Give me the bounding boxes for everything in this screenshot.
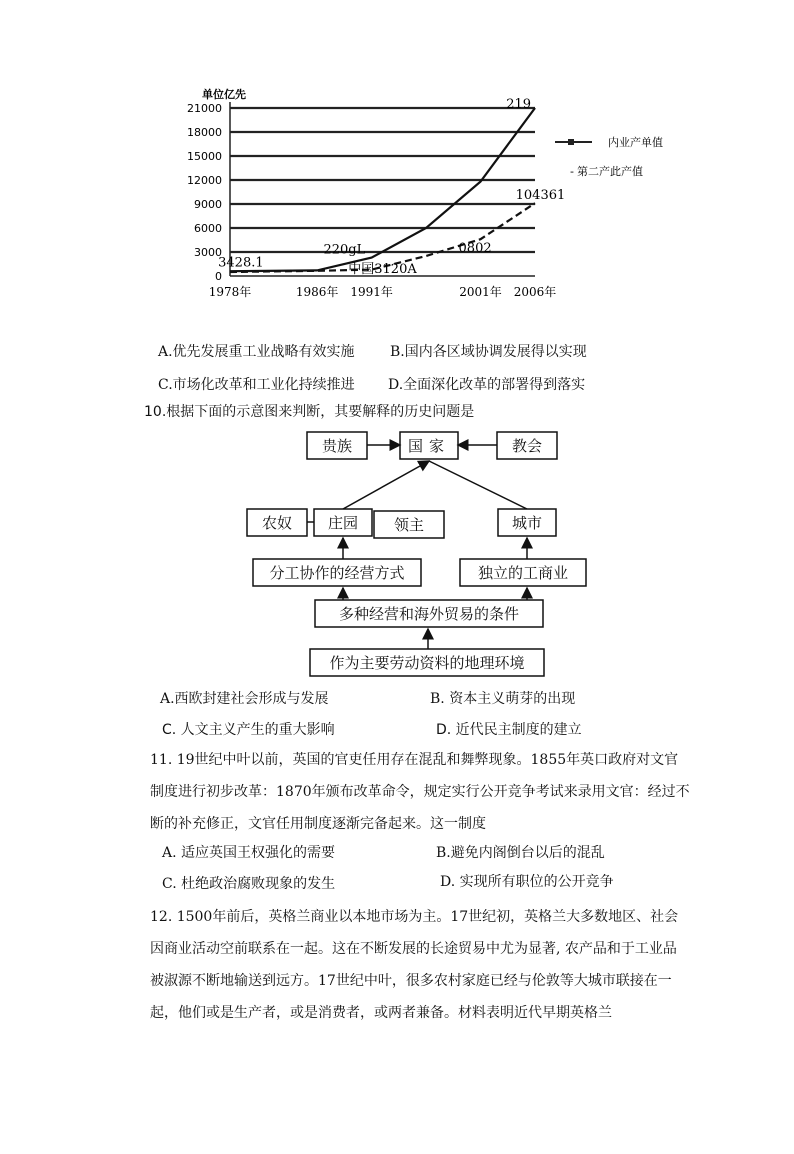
q9-option-a[interactable]: A.优先发展重工业战略有效实施 — [158, 344, 355, 360]
x-tick-label: 1978年 — [208, 285, 252, 299]
data-label: 219 — [506, 97, 532, 112]
box-dili: 作为主要劳动资料的地理环境 — [329, 654, 525, 672]
y-tick-label: 3000 — [194, 246, 222, 259]
q11-stem: 11. 19世纪中叶以前，英国的官吏任用存在混乱和舞弊现象。1855年英口政府对文官制度进行初步改革：1870年颁布改革命令，规定实行公开竞争考试来录用文官：经过不断的补充修正，文官任用制度逐渐完备起来。这一制度 — [150, 752, 690, 832]
q11-option-a[interactable]: A. 适应英国王权强化的需要 — [162, 845, 336, 861]
q11-option-b[interactable]: B.避免内阁倒台以后的混乱 — [436, 845, 605, 861]
chart-legend — [555, 135, 663, 178]
x-tick-label: 1986年 — [295, 285, 339, 299]
y-tick-label: 21000 — [187, 102, 222, 115]
y-tick-label: 0 — [215, 270, 222, 283]
box-jiaohui: 教会 — [511, 437, 543, 455]
data-label: 中国3120A — [348, 261, 417, 277]
q10-option-b[interactable]: B. 资本主义萌芽的出现 — [430, 691, 576, 707]
x-tick-label: 2006年 — [513, 285, 557, 299]
y-tick-label: 12000 — [187, 174, 222, 187]
y-tick-label: 15000 — [187, 150, 222, 163]
svg-text:-: - — [570, 165, 574, 178]
y-tick-label: 6000 — [194, 222, 222, 235]
q9-option-b[interactable]: B.国内各区域协调发展得以实现 — [390, 344, 587, 360]
chart-grid — [230, 108, 535, 252]
box-duozhong: 多种经营和海外贸易的条件 — [338, 605, 520, 623]
y-tick-label: 18000 — [187, 126, 222, 139]
box-lingzhu: 领主 — [393, 516, 425, 534]
data-label: 104361 — [515, 188, 566, 204]
q11-option-d[interactable]: D. 实现所有职位的公开竞争 — [440, 874, 614, 890]
legend-item-series-1: 内业产单值 — [608, 136, 663, 149]
box-fengong: 分工协作的经营方式 — [269, 564, 405, 582]
y-tick-label: 9000 — [194, 198, 222, 211]
legend-item-series-2: 第二产此产值 — [577, 165, 643, 178]
data-label: 3428.1 — [218, 255, 264, 271]
x-tick-label: 1991年 — [350, 285, 393, 299]
output-value-chart — [160, 80, 680, 310]
q9-option-d[interactable]: D.全面深化改革的部署得到落实 — [388, 377, 586, 393]
q9-option-c[interactable]: C.市场化改革和工业化持续推进 — [158, 377, 355, 393]
q10-option-d[interactable]: D. 近代民主制度的建立 — [436, 722, 582, 738]
box-zhuangyuan: 庄园 — [327, 514, 359, 532]
q10-stem: 10.根据下面的示意图来判断，其要解释的历史问题是 — [144, 404, 475, 420]
box-guizu: 贵族 — [321, 437, 353, 455]
q12-stem: 12. 1500年前后，英格兰商业以本地市场为主。17世纪初，英格兰大多数地区、社会因商业活动空前联系在一起。这在不断发展的长途贸易中尤为显著, 农产品和于工业品被淑源不断地输送到远方。17世纪中叶，很多农村家庭已经与伦敦等大城市联接在一起，他们或是生产者，或是消费者，或两者兼备。材料表明近代早期英格兰 — [150, 909, 679, 1021]
data-label: 0802 — [458, 241, 492, 256]
x-tick-label: 2001年 — [459, 285, 502, 299]
chart-annotations — [218, 97, 565, 277]
box-nongnu: 农奴 — [261, 514, 293, 532]
data-label: 220gL — [323, 242, 366, 258]
box-chengshi: 城市 — [511, 514, 543, 532]
q10-option-a[interactable]: A.西欧封建社会形成与发展 — [160, 691, 329, 707]
feudal-structure-diagram — [240, 425, 600, 685]
q10-option-c[interactable]: C. 人文主义产生的重大影响 — [162, 722, 335, 738]
chart-ylabel: 单位亿先 — [202, 88, 246, 101]
box-guojia: 国家 — [407, 437, 451, 455]
chart-x-axis — [209, 284, 557, 299]
box-duli: 独立的工商业 — [477, 564, 569, 582]
q11-option-c[interactable]: C. 杜绝政治腐败现象的发生 — [162, 876, 336, 892]
